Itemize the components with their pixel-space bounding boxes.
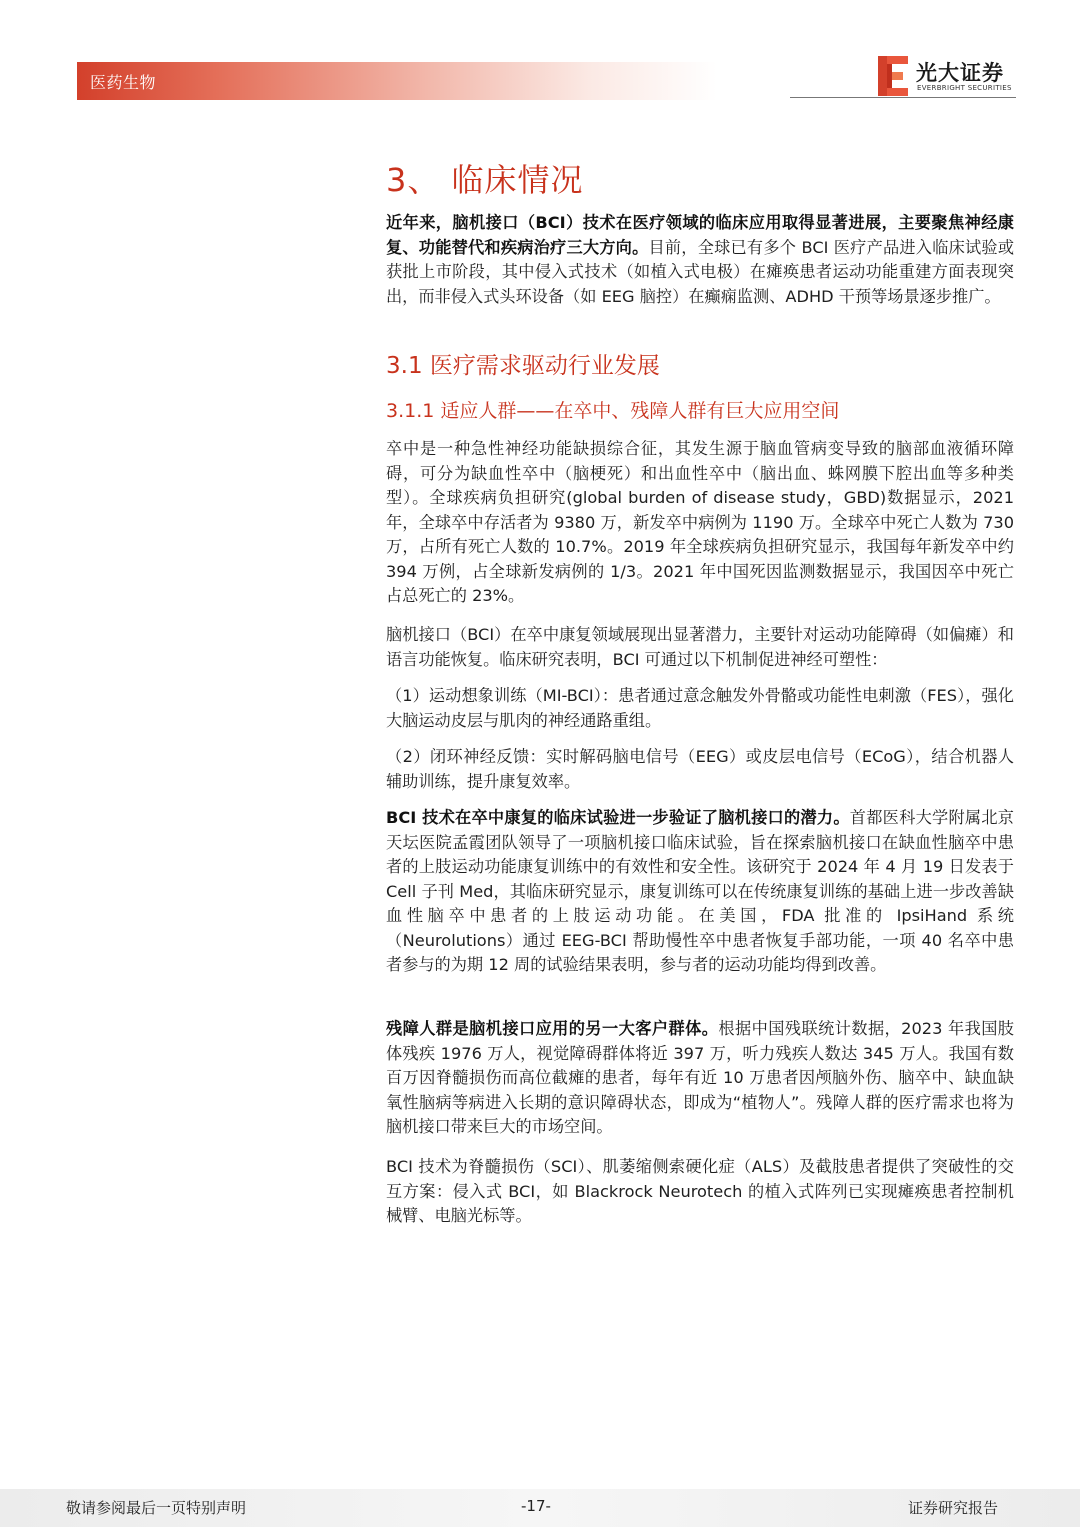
intro-text: 目前，全球已有多个 BCI 医疗产品进入临床试验或获批上市阶段，其中侵入式技术（如植入式电极）在瘫痪患者运动功能重建方面表现突出，而非侵入式头环设备（如 EEG 脑控）在癫痫监测、ADHD 干预等场景逐步推广。	[386, 237, 1015, 306]
sector-band	[77, 62, 717, 100]
footer-report-type: 证券研究报告	[908, 1499, 999, 1517]
paragraph-stroke-epidemiology: 卒中是一种急性神经功能缺损综合征，其发生源于脑血管病变导致的脑部血液循环障碍，可分为缺血性卒中（脑梗死）和出血性卒中（脑出血、蛛网膜下腔出血等多种类型）。全球疾病负担研究(global burden of disease study，GBD)数据显示，2021 年，全球卒中存活者为 9380 万，新发卒中病例为 1190 万。全球卒中死亡人数为 730 万，占所有死亡人数的 10.7%。2019 年全球疾病负担研究显示，我国每年新发卒中约 394 万例，占全球新发病例的 1/3。2021 年中国死因监测数据显示，我国因卒中死亡占总死亡的 23%。	[386, 439, 1014, 605]
clinical-trials-text: 首都医科大学附属北京天坛医院孟霞团队领导了一项脑机接口临床试验，旨在探索脑机接口在缺血性脑卒中患者的上肢运动功能康复训练中的有效性和安全性。该研究于 2024 年 4 月 19 日发表于 Cell 子刊 Med，其临床研究显示，康复训练可以在传统康复训练的基础上进一步改善缺血性脑卒中患者的上肢运动功能。在美国，FDA 批准的 IpsiHand 系统（Neurolutions）通过 EEG-BCI 帮助慢性卒中患者恢复手部功能，一项 40 名卒中患者参与的为期 12 周的试验结果表明，参与者的运动功能均得到改善。	[386, 808, 1014, 974]
paragraph-clinical-trials	[386, 806, 1014, 978]
page-number: -17-	[521, 1497, 551, 1515]
paragraph-disabled-population	[386, 1017, 1014, 1140]
sector-label: 医药生物	[90, 73, 157, 92]
disabled-population-text: 根据中国残联统计数据，2023 年我国肢体残疾 1976 万人，视觉障碍群体将近 397 万，听力残疾人数达 345 万人。我国有数百万因脊髓损伤而高位截瘫的患者，每年有近 10 万患者因颅脑外伤、脑卒中、缺血缺氧性脑病等病进入长期的意识障碍状态，即成为“植物人”。残障人群的医疗需求也将为脑机接口带来巨大的市场空间。	[386, 1019, 1014, 1136]
subsection-title: 3.1 医疗需求驱动行业发展	[386, 353, 660, 379]
paragraph-bci-stroke-potential: 脑机接口（BCI）在卒中康复领域展现出显著潜力，主要针对运动功能障碍（如偏瘫）和语言功能恢复。临床研究表明，BCI 可通过以下机制促进神经可塑性：	[386, 625, 1014, 669]
clinical-trials-bold-text: BCI 技术在卒中康复的临床试验进一步验证了脑机接口的潜力。	[386, 808, 850, 827]
paragraph-closed-loop: （2）闭环神经反馈：实时解码脑电信号（EEG）或皮层电信号（ECoG），结合机器人辅助训练，提升康复效率。	[386, 747, 1014, 791]
everbright-logo-icon	[878, 56, 908, 96]
footer-disclaimer: 敬请参阅最后一页特别声明	[66, 1499, 247, 1517]
logo-chinese-name: 光大证券	[916, 61, 1004, 85]
paragraph-mi-bci: （1）运动想象训练（MI-BCI）：患者通过意念触发外骨骼或功能性电刺激（FES），强化大脑运动皮层与肌肉的神经通路重组。	[386, 686, 1014, 730]
intro-bold-text: 近年来，脑机接口（BCI）技术在医疗领域的临床应用取得显著进展，主要聚焦神经康复、功能替代和疾病治疗三大方向。	[386, 213, 1014, 257]
header-divider	[790, 97, 1016, 98]
disabled-population-bold-text: 残障人群是脑机接口应用的另一大客户群体。	[386, 1019, 719, 1038]
logo-english-name: EVERBRIGHT SECURITIES	[917, 84, 1012, 92]
section-title: 3、 临床情况	[386, 161, 584, 199]
intro-paragraph	[386, 211, 1014, 309]
company-logo	[878, 56, 1018, 98]
paragraph-sci-als: BCI 技术为脊髓损伤（SCI）、肌萎缩侧索硬化症（ALS）及截肢患者提供了突破性的交互方案：侵入式 BCI，如 Blackrock Neurotech 的植入式阵列已实现瘫痪患者控制机械臂、电脑光标等。	[386, 1157, 1014, 1225]
subsubsection-title: 3.1.1 适应人群——在卒中、残障人群有巨大应用空间	[386, 400, 840, 422]
